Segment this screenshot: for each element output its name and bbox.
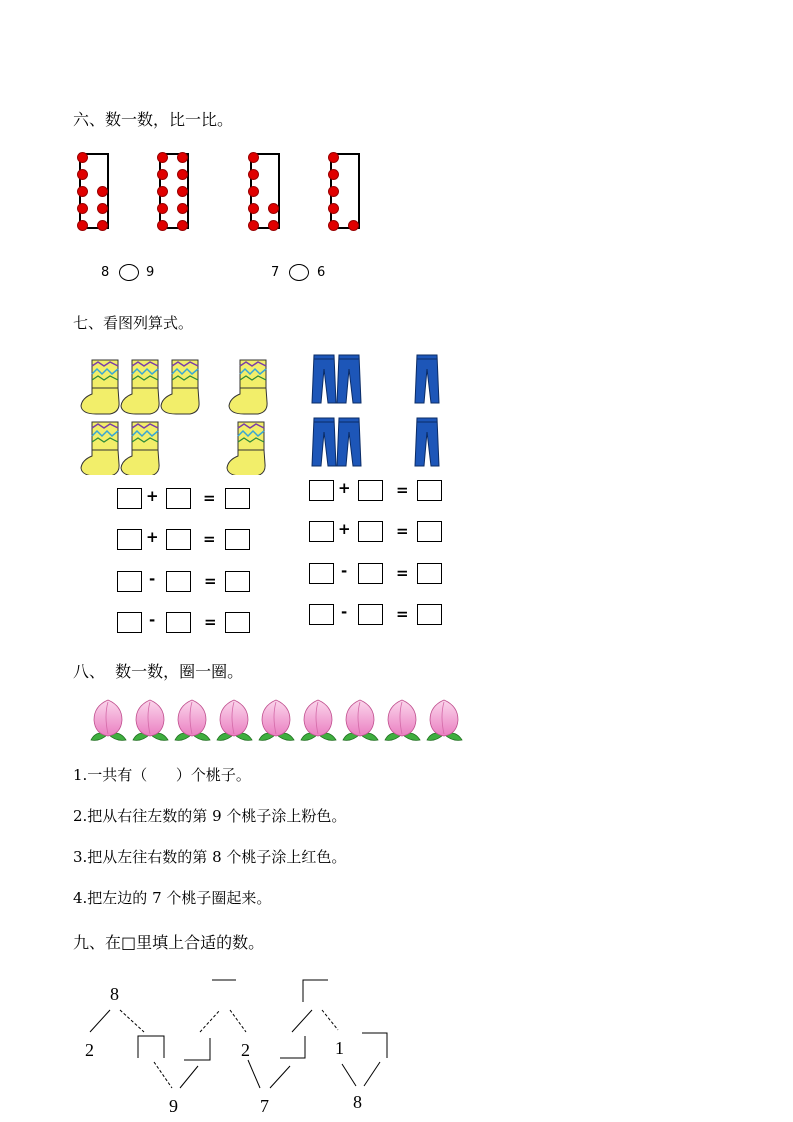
sock-icon — [81, 360, 119, 414]
sock-icon — [81, 422, 119, 475]
red-dot — [157, 169, 168, 180]
number-middle: 2 — [241, 1040, 250, 1060]
red-dot — [157, 152, 168, 163]
section-7-title: 七、看图列算式。 — [73, 314, 194, 332]
equals-sign: = — [396, 605, 409, 623]
answer-box[interactable] — [358, 480, 383, 501]
red-dot — [328, 169, 339, 180]
red-dot — [248, 169, 259, 180]
number-bottom-1: 9 — [169, 1096, 178, 1116]
jeans-icon — [337, 418, 361, 466]
question-1: 1.一共有（ ）个桃子。 — [73, 766, 251, 784]
jeans-icon — [337, 355, 361, 403]
plus-sign: + — [146, 528, 159, 546]
red-dot — [77, 152, 88, 163]
compare-2-circle[interactable] — [289, 264, 309, 281]
plus-sign: + — [338, 520, 351, 538]
red-dot — [77, 203, 88, 214]
red-dot — [97, 203, 108, 214]
minus-sign: - — [149, 611, 156, 629]
equals-sign: = — [396, 522, 409, 540]
answer-box[interactable] — [309, 480, 334, 501]
red-dot — [97, 186, 108, 197]
red-dot — [177, 220, 188, 231]
peach-icon — [133, 700, 168, 740]
number-zigzag-diagram — [80, 970, 400, 1115]
sock-icon — [227, 422, 265, 475]
red-dot — [328, 152, 339, 163]
answer-box[interactable] — [166, 612, 191, 633]
red-dot — [248, 220, 259, 231]
equals-sign: = — [203, 489, 216, 507]
answer-box[interactable] — [117, 612, 142, 633]
answer-box[interactable] — [358, 521, 383, 542]
plus-sign: + — [146, 487, 159, 505]
red-dot — [328, 203, 339, 214]
plus-sign: + — [338, 479, 351, 497]
answer-box[interactable] — [117, 571, 142, 592]
number-bottom-2: 7 — [260, 1096, 269, 1116]
red-dot — [177, 203, 188, 214]
red-dot — [157, 203, 168, 214]
answer-box[interactable] — [417, 480, 442, 501]
answer-box[interactable] — [309, 563, 334, 584]
answer-box[interactable] — [117, 488, 142, 509]
answer-box[interactable] — [358, 563, 383, 584]
answer-box[interactable] — [417, 563, 442, 584]
equals-sign: = — [396, 564, 409, 582]
answer-box[interactable] — [417, 604, 442, 625]
red-dot — [77, 220, 88, 231]
peach-icon — [217, 700, 252, 740]
red-dot — [157, 220, 168, 231]
answer-box[interactable] — [358, 604, 383, 625]
equals-sign: = — [204, 572, 217, 590]
answer-box[interactable] — [417, 521, 442, 542]
compare-1-circle[interactable] — [119, 264, 139, 281]
compare-2-right: 6 — [317, 265, 326, 280]
peach-icon — [301, 700, 336, 740]
red-dot — [77, 186, 88, 197]
sock-icon — [121, 422, 159, 475]
minus-sign: - — [341, 603, 348, 621]
answer-box[interactable] — [117, 529, 142, 550]
peach-icon — [91, 700, 126, 740]
compare-1-right: 9 — [146, 265, 155, 280]
socks-and-jeans-picture — [74, 350, 474, 475]
peach-icon — [343, 700, 378, 740]
equals-sign: = — [204, 613, 217, 631]
red-dot — [268, 220, 279, 231]
answer-box[interactable] — [225, 488, 250, 509]
red-dot — [328, 186, 339, 197]
peach-icon — [175, 700, 210, 740]
question-3: 3.把从左往右数的第 8 个桃子涂上红色。 — [73, 848, 347, 866]
compare-1-left: 8 — [101, 265, 110, 280]
jeans-icon — [312, 418, 336, 466]
jeans-icon — [415, 355, 439, 403]
equals-sign: = — [396, 481, 409, 499]
question-4: 4.把左边的 7 个桃子圈起来。 — [73, 889, 272, 907]
red-dot — [157, 186, 168, 197]
answer-box[interactable] — [166, 488, 191, 509]
section-6-title: 六、数一数，比一比。 — [73, 110, 234, 129]
answer-box[interactable] — [309, 604, 334, 625]
red-dot — [348, 220, 359, 231]
number-top-left: 8 — [110, 984, 119, 1004]
red-dot — [248, 186, 259, 197]
answer-box[interactable] — [225, 571, 250, 592]
red-dot — [177, 186, 188, 197]
red-dot — [268, 203, 279, 214]
number-right: 1 — [335, 1038, 344, 1058]
peach-icon — [259, 700, 294, 740]
answer-box[interactable] — [225, 612, 250, 633]
section-8-title: 八、 数一数，圈一圈。 — [73, 662, 244, 681]
answer-box[interactable] — [166, 529, 191, 550]
number-left: 2 — [85, 1040, 94, 1060]
minus-sign: - — [149, 570, 156, 588]
red-dot — [177, 169, 188, 180]
number-bottom-3: 8 — [353, 1092, 362, 1112]
red-dot — [248, 203, 259, 214]
sock-icon — [161, 360, 199, 414]
answer-box[interactable] — [166, 571, 191, 592]
peach-icon — [427, 700, 462, 740]
red-dot — [177, 152, 188, 163]
answer-box[interactable] — [309, 521, 334, 542]
jeans-icon — [312, 355, 336, 403]
equals-sign: = — [203, 530, 216, 548]
section-9-title: 九、在□里填上合适的数。 — [73, 933, 265, 952]
jeans-icon — [415, 418, 439, 466]
peach-row — [88, 694, 468, 746]
question-2: 2.把从右往左数的第 9 个桃子涂上粉色。 — [73, 807, 347, 825]
answer-box[interactable] — [225, 529, 250, 550]
sock-icon — [229, 360, 267, 414]
peach-icon — [385, 700, 420, 740]
red-dot — [328, 220, 339, 231]
sock-icon — [121, 360, 159, 414]
red-dot — [77, 169, 88, 180]
compare-2-left: 7 — [271, 265, 280, 280]
minus-sign: - — [341, 562, 348, 580]
red-dot — [97, 220, 108, 231]
red-dot — [248, 152, 259, 163]
